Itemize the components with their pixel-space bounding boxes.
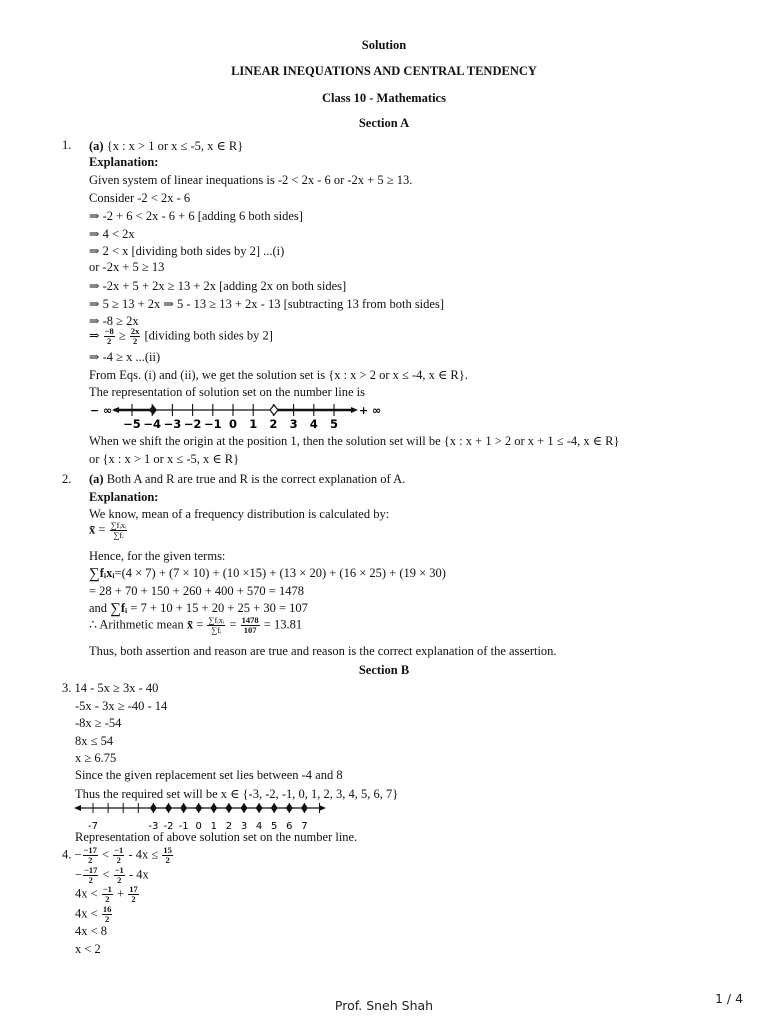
tick-label: −5 (123, 417, 141, 431)
solution-point (241, 803, 248, 813)
q2-option: (a) (89, 472, 104, 486)
page-title: LINEAR INEQUATIONS AND CENTRAL TENDENCY (231, 64, 537, 78)
fraction: $\frac{-17}{2}$ (84, 865, 98, 885)
neg-infinity-label: − ∞ (90, 404, 113, 417)
tick-label: 2 (225, 821, 233, 832)
q1-line: ⇒ -2 + 6 < 2x - 6 + 6 [adding 6 both sides] (89, 209, 303, 223)
sigma-symbol: ∑ (89, 566, 100, 582)
section-b-heading: Section B (358, 663, 410, 677)
section-a-heading: Section A (358, 116, 410, 130)
solution-point (301, 803, 308, 813)
q1-line: ⇒ -2x + 5 + 2x ≥ 13 + 2x [adding 2x on both sides] (89, 279, 347, 293)
q1-line: or {x : x > 1 or x ≤ -5, x ∈ R} (89, 452, 240, 466)
tick-label: 4 (309, 417, 318, 431)
q2-explanation-label: Explanation: (89, 490, 159, 504)
q1-line: ⇒ -4 ≥ x ...(ii) (89, 350, 161, 364)
tick-label: −2 (183, 417, 202, 431)
q2-answer (89, 472, 405, 487)
page-number: 1 / 4 (715, 991, 744, 1006)
footer-author: Prof. Sneh Shah (334, 998, 434, 1013)
fraction: $\frac{-8}{2}$ (104, 326, 114, 346)
closed-point (149, 405, 157, 415)
q1-number-line (88, 401, 388, 431)
q3-line: -8x ≥ -54 (75, 716, 122, 730)
q2-line: = 28 + 70 + 150 + 260 + 400 + 570 = 1478 (89, 584, 304, 598)
class-subtitle: Class 10 - Mathematics (322, 91, 446, 105)
tick-label: 2 (269, 417, 278, 431)
tick-label: 3 (240, 821, 248, 832)
solution-point (210, 803, 217, 813)
q3-line: -5x - 3x ≥ -40 - 14 (75, 699, 168, 713)
q1-number: 1. (62, 138, 72, 152)
q1-line: or -2x + 5 ≥ 13 (89, 260, 165, 274)
solution-point (150, 803, 157, 813)
fraction: $\frac{-1}{2}$ (102, 884, 112, 904)
fraction: $\frac{15}{2}$ (163, 845, 172, 865)
q2-mean-formula (89, 521, 128, 540)
tick-label: −1 (203, 417, 222, 431)
q3-line: x ≥ 6.75 (75, 751, 117, 765)
q2-answer-text: Both A and R are true and R is the correct explanation of A. (103, 472, 406, 486)
fraction: $\frac{-1}{2}$ (114, 845, 124, 865)
q1-option: (a) (89, 139, 104, 153)
q1-line: ⇒ 4 < 2x (89, 227, 135, 241)
tick-label: −3 (163, 417, 182, 431)
q3-line: 8x ≤ 54 (75, 734, 114, 748)
tick-label: 1 (249, 417, 258, 431)
q1-line: Consider -2 < 2x - 6 (89, 191, 191, 205)
tick-label: -1 (178, 821, 189, 832)
tick-label: 5 (271, 821, 278, 832)
q1-line: Given system of linear inequations is -2 < 2x - 6 or -2x + 5 ≥ 13. (89, 173, 413, 187)
q4-line: x < 2 (75, 942, 101, 956)
solution-point (271, 803, 278, 813)
fraction: $\frac{\text{∑fᵢxᵢ}}{\text{∑fᵢ}}$ (208, 615, 225, 635)
q1-explanation-label: Explanation: (89, 155, 159, 169)
tick-label: −4 (143, 417, 162, 431)
tick-label: 4 (255, 821, 263, 832)
solution-point (225, 803, 232, 813)
q1-line: The representation of solution set on the number line is (89, 385, 365, 399)
tick-label: 0 (228, 417, 238, 431)
xbar-symbol: x̄ (89, 522, 96, 537)
solution-point (256, 803, 263, 813)
q2-line: We know, mean of a frequency distribution is calculated by: (89, 507, 390, 521)
q1-line: ⇒ 2 < x [dividing both sides by 2] ...(i) (89, 244, 285, 258)
solution-point (286, 803, 293, 813)
tick-label: 7 (301, 821, 308, 832)
q4-line: 4. − $\frac{-17}{2}$ < $\frac{-1}{2}$ - 4x ≤ $\frac{15}{2}$ (62, 845, 172, 865)
q1-line: ⇒ 5 ≥ 13 + 2x ⇒ 5 - 13 ≥ 13 + 2x - 13 [subtracting 13 from both sides] (89, 297, 444, 311)
q3-line: Representation of above solution set on the number line. (75, 830, 358, 844)
q4-line: − $\frac{-17}{2}$ < $\frac{-1}{2}$ - 4x (75, 865, 149, 885)
q3-line: Since the given replacement set lies between -4 and 8 (75, 768, 343, 782)
q2-line: Hence, for the given terms: (89, 549, 226, 563)
tick-label: -2 (163, 821, 174, 832)
tick-label: 5 (329, 417, 339, 431)
ge-symbol: ≥ (118, 328, 126, 343)
fraction: $\frac{1478}{107}$ (241, 615, 259, 635)
tick-label: 3 (289, 417, 298, 431)
q1-answer (89, 138, 243, 154)
tick-label: -3 (148, 821, 159, 832)
fraction: $\frac{\text{∑fᵢxᵢ}}{\text{∑fᵢ}}$ (110, 520, 127, 540)
q2-line: and ∑fᵢ = 7 + 10 + 15 + 20 + 25 + 30 = 107 (89, 601, 308, 617)
q3-line: 3. 14 - 5x ≥ 3x - 40 (62, 681, 159, 695)
solution-point (195, 803, 202, 813)
q2-line: Thus, both assertion and reason are true and reason is the correct explanation of the assertion. (89, 644, 557, 658)
q1-line: When we shift the origin at the position 1, then the solution set will be {x : x + 1 > 2 or x + 1 ≤ -4, x ∈ R} (89, 434, 620, 448)
fraction: $\frac{-1}{2}$ (114, 865, 124, 885)
solution-point (180, 803, 187, 813)
fraction: $\frac{17}{2}$ (129, 884, 138, 904)
q2-number: 2. (62, 472, 72, 486)
q1-line: ⇒ -8 ≥ 2x (89, 314, 139, 328)
fraction: $\frac{-17}{2}$ (83, 845, 97, 865)
open-point (270, 405, 278, 415)
xbar-symbol: x̄ (186, 617, 194, 632)
tick-label: -7 (88, 821, 98, 832)
fraction: $\frac{16}{2}$ (102, 904, 112, 924)
q1-line: From Eqs. (i) and (ii), we get the solution set is {x : x > 2 or x ≤ -4, x ∈ R}. (89, 368, 468, 382)
solution-point (165, 803, 172, 813)
equals-symbol: = (98, 522, 106, 537)
q4-line: 4x < $\frac{16}{2}$ (75, 904, 112, 924)
q1-line-fraction (89, 327, 273, 346)
q1-answer-text: {x : x > 1 or x ≤ -5, x ∈ R} (103, 139, 244, 153)
q4-line: 4x < $\frac{-1}{2}$ + $\frac{17}{2}$ (75, 884, 138, 904)
fraction: $\frac{2x}{2}$ (130, 326, 140, 346)
solution-heading: Solution (361, 38, 407, 52)
q3-line: Thus the required set will be x ∈ {-3, -2, -1, 0, 1, 2, 3, 4, 5, 6, 7} (75, 787, 399, 801)
q1-line-note: [dividing both sides by 2] (144, 328, 273, 343)
pos-infinity-label: + ∞ (359, 404, 382, 417)
implies-symbol: ⇒ (89, 328, 100, 343)
tick-label: 0 (195, 821, 202, 832)
tick-label: 6 (286, 821, 293, 832)
q4-line: 4x < 8 (75, 924, 108, 938)
q3-number-line (72, 800, 332, 834)
q2-line: ∑fᵢxᵢ=(4 × 7) + (7 × 10) + (10 ×15) + (13 × 20) + (16 × 25) + (19 × 30) (89, 566, 446, 582)
sigma-symbol: ∑ (110, 601, 121, 617)
q2-mean-result: ∴ Arithmetic mean x̄ = $\frac{\text{∑fᵢxᵢ}}{\text{∑fᵢ}}$ = $\frac{1478}{107}$ = 13.81 (89, 615, 303, 635)
tick-label: 1 (210, 821, 217, 832)
